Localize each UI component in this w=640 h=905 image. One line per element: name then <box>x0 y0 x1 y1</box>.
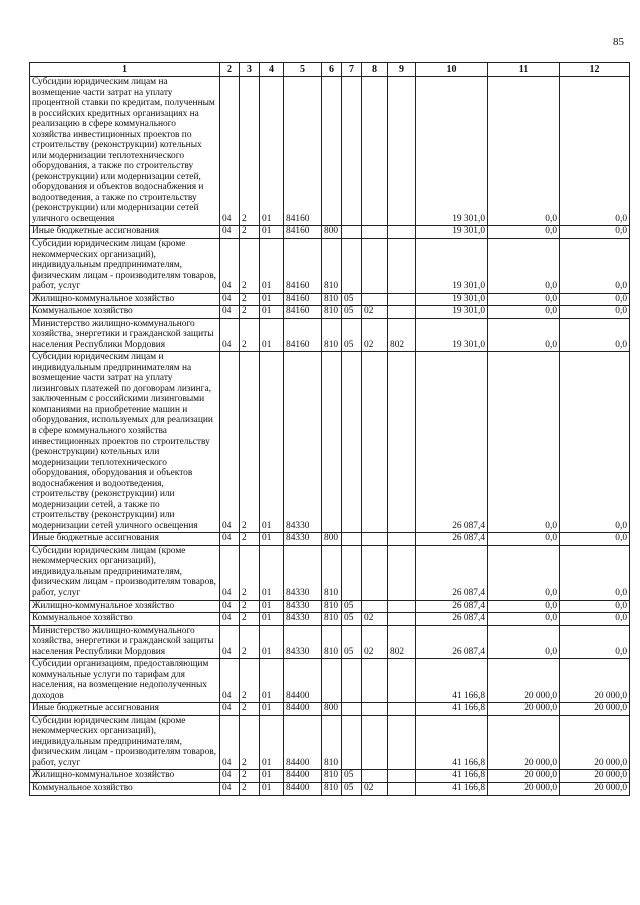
code-cell: 01 <box>260 306 284 319</box>
table-row <box>30 545 630 600</box>
code-cell <box>342 715 362 770</box>
code-cell: 05 <box>342 613 362 626</box>
code-cell <box>388 77 416 226</box>
code-cell: 810 <box>322 238 342 293</box>
amount-cell: 19 301,0 <box>416 318 488 352</box>
table-row <box>30 318 630 352</box>
code-cell: 02 <box>362 613 388 626</box>
table-row <box>30 226 630 239</box>
code-cell: 01 <box>260 238 284 293</box>
amount-cell: 0,0 <box>560 533 630 546</box>
code-cell: 84330 <box>284 613 322 626</box>
code-cell: 01 <box>260 715 284 770</box>
code-cell: 04 <box>220 306 240 319</box>
code-cell <box>388 545 416 600</box>
table-row <box>30 770 630 783</box>
amount-cell: 0,0 <box>560 613 630 626</box>
code-cell: 2 <box>240 770 260 783</box>
amount-cell: 0,0 <box>560 600 630 613</box>
code-cell: 04 <box>220 545 240 600</box>
code-cell: 84160 <box>284 238 322 293</box>
description-cell: Жилищно-коммунальное хозяйство <box>30 600 220 613</box>
code-cell <box>342 226 362 239</box>
code-cell: 01 <box>260 545 284 600</box>
code-cell: 802 <box>388 318 416 352</box>
amount-cell: 20 000,0 <box>488 770 560 783</box>
code-cell: 01 <box>260 77 284 226</box>
code-cell <box>342 77 362 226</box>
code-cell: 04 <box>220 533 240 546</box>
code-cell: 2 <box>240 545 260 600</box>
amount-cell: 0,0 <box>560 306 630 319</box>
amount-cell: 19 301,0 <box>416 226 488 239</box>
column-header: 5 <box>284 63 322 77</box>
code-cell <box>362 238 388 293</box>
description-cell: Субсидии юридическим лицам (кроме некоммерческих организаций), индивидуальным предпринимателям, физическим лицам - производителям товаров, работ, услуг <box>30 238 220 293</box>
code-cell: 800 <box>322 226 342 239</box>
code-cell <box>362 600 388 613</box>
code-cell: 2 <box>240 352 260 533</box>
code-cell: 84400 <box>284 770 322 783</box>
code-cell: 01 <box>260 659 284 703</box>
code-cell <box>388 659 416 703</box>
code-cell <box>322 77 342 226</box>
code-cell: 05 <box>342 625 362 659</box>
amount-cell: 0,0 <box>488 625 560 659</box>
code-cell <box>388 533 416 546</box>
description-cell: Субсидии юридическим лицам и индивидуальным предпринимателям на возмещение части затрат на уплату лизинговых платежей по договорам лизинга, заключенным с российскими лизинговыми компаниями на приобретение машин и оборудования, используемых для реализации в сфере коммунального хозяйства инвестиционных проектов по строительству (реконструкции) котельных или модернизации теплотехнического оборудования, оборудования и объектов водоснабжения и водоотведения, строительству (реконструкции) или модернизации сетей, а также по строительству (реконструкции) или модернизации сетей уличного освещения <box>30 352 220 533</box>
code-cell: 01 <box>260 318 284 352</box>
code-cell: 810 <box>322 306 342 319</box>
code-cell: 04 <box>220 238 240 293</box>
description-cell: Жилищно-коммунальное хозяйство <box>30 293 220 306</box>
code-cell: 84330 <box>284 352 322 533</box>
table-row <box>30 600 630 613</box>
table-row <box>30 306 630 319</box>
amount-cell: 0,0 <box>488 352 560 533</box>
description-cell: Коммунальное хозяйство <box>30 613 220 626</box>
code-cell: 01 <box>260 770 284 783</box>
code-cell <box>362 77 388 226</box>
amount-cell: 0,0 <box>560 352 630 533</box>
code-cell: 04 <box>220 77 240 226</box>
column-header: 12 <box>560 63 630 77</box>
amount-cell: 41 166,8 <box>416 770 488 783</box>
amount-cell: 19 301,0 <box>416 306 488 319</box>
amount-cell: 0,0 <box>488 613 560 626</box>
amount-cell: 0,0 <box>488 318 560 352</box>
code-cell <box>362 226 388 239</box>
code-cell: 01 <box>260 533 284 546</box>
code-cell <box>342 238 362 293</box>
code-cell: 2 <box>240 613 260 626</box>
amount-cell: 0,0 <box>488 545 560 600</box>
budget-table <box>29 62 630 796</box>
code-cell: 2 <box>240 783 260 796</box>
amount-cell: 0,0 <box>560 625 630 659</box>
code-cell: 04 <box>220 318 240 352</box>
code-cell: 2 <box>240 600 260 613</box>
description-cell: Иные бюджетные ассигнования <box>30 533 220 546</box>
code-cell: 84330 <box>284 600 322 613</box>
code-cell: 04 <box>220 293 240 306</box>
code-cell: 2 <box>240 659 260 703</box>
code-cell: 810 <box>322 770 342 783</box>
amount-cell: 0,0 <box>488 600 560 613</box>
code-cell: 01 <box>260 625 284 659</box>
code-cell <box>342 533 362 546</box>
code-cell <box>388 238 416 293</box>
code-cell: 810 <box>322 318 342 352</box>
amount-cell: 26 087,4 <box>416 533 488 546</box>
column-header: 10 <box>416 63 488 77</box>
code-cell <box>388 226 416 239</box>
code-cell <box>342 703 362 716</box>
code-cell: 04 <box>220 783 240 796</box>
code-cell <box>388 293 416 306</box>
code-cell: 2 <box>240 306 260 319</box>
table-row <box>30 293 630 306</box>
amount-cell: 41 166,8 <box>416 659 488 703</box>
code-cell: 01 <box>260 600 284 613</box>
code-cell: 84160 <box>284 226 322 239</box>
code-cell: 02 <box>362 318 388 352</box>
description-cell: Иные бюджетные ассигнования <box>30 226 220 239</box>
column-header: 1 <box>30 63 220 77</box>
table-body <box>30 77 630 796</box>
code-cell <box>388 715 416 770</box>
code-cell <box>322 659 342 703</box>
amount-cell: 0,0 <box>488 533 560 546</box>
amount-cell: 0,0 <box>560 545 630 600</box>
code-cell: 84400 <box>284 703 322 716</box>
code-cell: 84400 <box>284 715 322 770</box>
description-cell: Коммунальное хозяйство <box>30 783 220 796</box>
amount-cell: 19 301,0 <box>416 77 488 226</box>
amount-cell: 26 087,4 <box>416 352 488 533</box>
amount-cell: 20 000,0 <box>560 659 630 703</box>
code-cell <box>342 352 362 533</box>
code-cell: 84330 <box>284 625 322 659</box>
table-row <box>30 238 630 293</box>
code-cell: 02 <box>362 783 388 796</box>
description-cell: Субсидии организациям, предоставляющим коммунальные услуги по тарифам для населения, на возмещение недополученных доходов <box>30 659 220 703</box>
amount-cell: 0,0 <box>560 226 630 239</box>
description-cell: Иные бюджетные ассигнования <box>30 703 220 716</box>
code-cell: 01 <box>260 783 284 796</box>
code-cell <box>362 533 388 546</box>
code-cell <box>388 613 416 626</box>
code-cell: 800 <box>322 533 342 546</box>
amount-cell: 20 000,0 <box>560 783 630 796</box>
code-cell: 01 <box>260 352 284 533</box>
code-cell: 84330 <box>284 533 322 546</box>
amount-cell: 0,0 <box>488 238 560 293</box>
code-cell <box>362 770 388 783</box>
table-row <box>30 715 630 770</box>
table-row <box>30 533 630 546</box>
amount-cell: 41 166,8 <box>416 715 488 770</box>
code-cell: 05 <box>342 770 362 783</box>
amount-cell: 20 000,0 <box>488 715 560 770</box>
code-cell: 04 <box>220 770 240 783</box>
code-cell: 2 <box>240 703 260 716</box>
description-cell: Субсидии юридическим лицам (кроме некоммерческих организаций), индивидуальным предпринимателям, физическим лицам - производителям товаров, работ, услуг <box>30 715 220 770</box>
code-cell: 02 <box>362 306 388 319</box>
code-cell: 04 <box>220 703 240 716</box>
code-cell: 810 <box>322 715 342 770</box>
table-row <box>30 613 630 626</box>
column-header: 4 <box>260 63 284 77</box>
description-cell: Министерство жилищно-коммунального хозяйства, энергетики и гражданской защиты населения Республики Мордовия <box>30 625 220 659</box>
code-cell: 810 <box>322 545 342 600</box>
code-cell <box>362 715 388 770</box>
table-row <box>30 625 630 659</box>
code-cell: 04 <box>220 715 240 770</box>
amount-cell: 0,0 <box>488 226 560 239</box>
code-cell <box>362 703 388 716</box>
code-cell: 802 <box>388 625 416 659</box>
amount-cell: 20 000,0 <box>560 703 630 716</box>
code-cell: 84400 <box>284 783 322 796</box>
column-header: 6 <box>322 63 342 77</box>
description-cell: Субсидии юридическим лицам (кроме некоммерческих организаций), индивидуальным предпринимателям, физическим лицам - производителям товаров, работ, услуг <box>30 545 220 600</box>
description-cell: Коммунальное хозяйство <box>30 306 220 319</box>
column-header: 3 <box>240 63 260 77</box>
table-row <box>30 659 630 703</box>
code-cell: 05 <box>342 318 362 352</box>
code-cell: 810 <box>322 293 342 306</box>
code-cell: 05 <box>342 293 362 306</box>
code-cell: 2 <box>240 318 260 352</box>
code-cell: 84160 <box>284 306 322 319</box>
amount-cell: 0,0 <box>488 306 560 319</box>
code-cell: 810 <box>322 600 342 613</box>
description-cell: Субсидии юридическим лицам на возмещение части затрат на уплату процентной ставки по кредитам, полученным в российских кредитных организациях на реализацию в сфере коммунального хозяйства инвестиционных проектов по строительству (реконструкции) котельных или модернизации теплотехнического оборудования, а также по строительству (реконструкции) или модернизации сетей, оборудования и объектов водоснабжения и водоотведения, а также по строительству (реконструкции) или модернизации сетей уличного освещения <box>30 77 220 226</box>
code-cell: 04 <box>220 226 240 239</box>
amount-cell: 19 301,0 <box>416 238 488 293</box>
amount-cell: 26 087,4 <box>416 613 488 626</box>
table-row <box>30 77 630 226</box>
code-cell: 810 <box>322 613 342 626</box>
code-cell: 810 <box>322 783 342 796</box>
amount-cell: 20 000,0 <box>488 659 560 703</box>
amount-cell: 20 000,0 <box>560 770 630 783</box>
code-cell: 2 <box>240 625 260 659</box>
code-cell: 84400 <box>284 659 322 703</box>
description-cell: Министерство жилищно-коммунального хозяйства, энергетики и гражданской защиты населения Республики Мордовия <box>30 318 220 352</box>
code-cell: 2 <box>240 533 260 546</box>
amount-cell: 0,0 <box>560 77 630 226</box>
code-cell <box>388 770 416 783</box>
table-row <box>30 352 630 533</box>
code-cell: 84160 <box>284 318 322 352</box>
amount-cell: 26 087,4 <box>416 600 488 613</box>
code-cell: 810 <box>322 625 342 659</box>
code-cell: 01 <box>260 703 284 716</box>
code-cell: 2 <box>240 293 260 306</box>
code-cell: 2 <box>240 238 260 293</box>
code-cell <box>388 703 416 716</box>
code-cell: 04 <box>220 625 240 659</box>
description-cell: Жилищно-коммунальное хозяйство <box>30 770 220 783</box>
code-cell: 04 <box>220 600 240 613</box>
amount-cell: 0,0 <box>560 318 630 352</box>
code-cell: 04 <box>220 613 240 626</box>
amount-cell: 19 301,0 <box>416 293 488 306</box>
code-cell: 01 <box>260 293 284 306</box>
amount-cell: 0,0 <box>560 238 630 293</box>
amount-cell: 20 000,0 <box>560 715 630 770</box>
amount-cell: 20 000,0 <box>488 783 560 796</box>
amount-cell: 20 000,0 <box>488 703 560 716</box>
page-number: 85 <box>613 36 624 48</box>
code-cell <box>362 545 388 600</box>
column-header: 7 <box>342 63 362 77</box>
code-cell <box>388 600 416 613</box>
code-cell: 800 <box>322 703 342 716</box>
code-cell: 04 <box>220 659 240 703</box>
code-cell: 01 <box>260 226 284 239</box>
table-row <box>30 703 630 716</box>
code-cell: 84160 <box>284 293 322 306</box>
code-cell: 05 <box>342 600 362 613</box>
amount-cell: 41 166,8 <box>416 783 488 796</box>
code-cell <box>388 783 416 796</box>
amount-cell: 26 087,4 <box>416 625 488 659</box>
amount-cell: 0,0 <box>560 293 630 306</box>
code-cell: 2 <box>240 77 260 226</box>
column-header: 8 <box>362 63 388 77</box>
code-cell: 05 <box>342 306 362 319</box>
column-header: 2 <box>220 63 240 77</box>
column-header: 9 <box>388 63 416 77</box>
amount-cell: 41 166,8 <box>416 703 488 716</box>
amount-cell: 0,0 <box>488 293 560 306</box>
code-cell: 84160 <box>284 77 322 226</box>
table-row <box>30 783 630 796</box>
code-cell <box>342 545 362 600</box>
code-cell <box>362 352 388 533</box>
code-cell <box>362 659 388 703</box>
amount-cell: 26 087,4 <box>416 545 488 600</box>
code-cell: 02 <box>362 625 388 659</box>
code-cell <box>388 352 416 533</box>
code-cell: 01 <box>260 613 284 626</box>
code-cell <box>362 293 388 306</box>
code-cell <box>322 352 342 533</box>
code-cell: 2 <box>240 226 260 239</box>
code-cell: 84330 <box>284 545 322 600</box>
code-cell: 2 <box>240 715 260 770</box>
amount-cell: 0,0 <box>488 77 560 226</box>
table-header-row <box>30 63 630 77</box>
code-cell: 05 <box>342 783 362 796</box>
code-cell: 04 <box>220 352 240 533</box>
column-header: 11 <box>488 63 560 77</box>
code-cell <box>342 659 362 703</box>
code-cell <box>388 306 416 319</box>
